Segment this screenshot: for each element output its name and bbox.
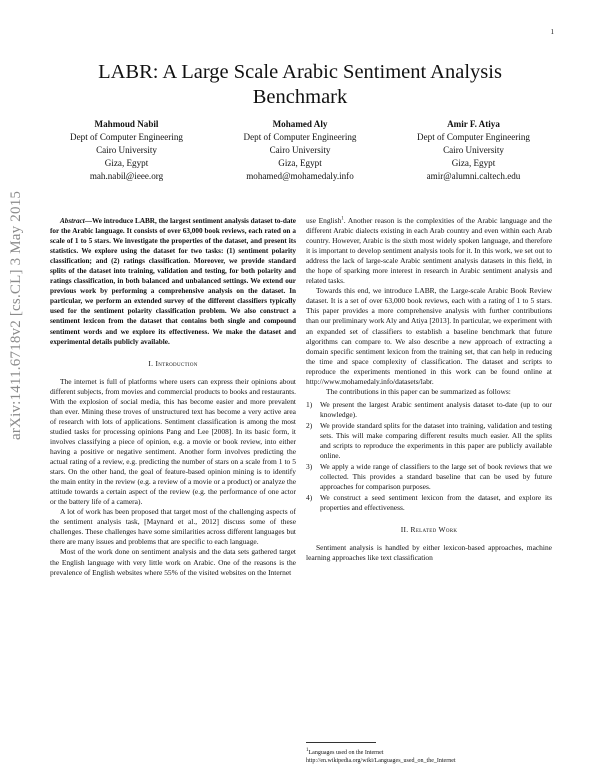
author-dept: Dept of Computer Engineering [417, 132, 530, 142]
intro-paragraph-continued [306, 216, 552, 286]
author-univ: Cairo University [96, 145, 157, 155]
author-univ: Cairo University [443, 145, 504, 155]
author-name: Amir F. Atiya [447, 119, 500, 129]
list-item [306, 421, 552, 461]
list-number: 2) [306, 420, 313, 430]
list-text: We apply a wide range of classifiers to the large set of book reviews that we collected. This provides a standard baseline that can be used by future approaches for comparison purposes. [320, 462, 552, 492]
list-number: 1) [306, 399, 313, 409]
continued-text: use English [306, 216, 342, 225]
list-item [306, 400, 552, 420]
author-email: mah.nabil@ieee.org [89, 171, 164, 181]
author-2 [214, 118, 387, 183]
author-dept: Dept of Computer Engineering [70, 132, 183, 142]
abstract [50, 216, 296, 347]
intro-paragraph-3: Most of the work done on sentiment analysis and the data sets gathered target the English language with very little work on Arabic. One of the reasons is the prevalence of English websites where 55% of the visited websites on the Internet [50, 547, 296, 577]
footnote-text: Languages used on the Internet [308, 750, 384, 756]
page-number: 1 [550, 28, 554, 36]
contributions-intro: The contributions in this paper can be summarized as follows: [326, 386, 511, 396]
author-email: mohamed@mohamedaly.info [246, 171, 354, 181]
footnote-line-1 [306, 749, 552, 757]
author-univ: Cairo University [269, 145, 331, 155]
abstract-text: —We introduce LABR, the largest sentiment analysis dataset to-date for the Arabic language. It consists of over 63,000 book reviews, each rated on a scale of 1 to 5 stars. We investigate the properties of the dataset, and present its statistics. We explore using the dataset for two tasks: (1) sentiment polarity classification; and (2) ratings classification. Moreover, we provide standard splits of the dataset into training, validation and testing, for both polarity and ratings classification, in both balanced and unbalanced settings. We extend our previous work by performing a comprehensive analysis on the dataset. In particular, we perform an extended survey of the different classifiers typically used for the sentiment polarity classification problem. We also construct a sentiment lexicon from the dataset that contains both single and compound sentiment words and we explore its effectiveness. We make the dataset and experimental details publicly available. [50, 217, 296, 346]
list-number: 3) [306, 462, 313, 472]
abstract-lead: Abstract [60, 217, 85, 225]
paper-title: LABR: A Large Scale Arabic Sentiment Analysis Benchmark [98, 61, 502, 108]
author-location: Giza, Egypt [104, 158, 149, 168]
footnote-number: 1 [306, 748, 309, 753]
author-block [40, 118, 560, 183]
related-work-paragraph: Sentiment analysis is handled by either lexicon-based approaches, machine learning approaches like text classification [306, 543, 552, 563]
intro-paragraph-1: The internet is full of platforms where users can express their opinions about different subjects, from movies and commercial products to books and restaurants. With the explosion of social media, this has become easier and more prevalent than ever. Mining these troves of unstructured text has become a very active area of research with lots of applications. Sentiment classification is among the most studied tasks for processing opinions Pang and Lee [2008]. In its basic form, it involves classifying a piece of opinion, e.g. a movie or book review, into either having a positive or negative sentiment. Another form involves predicting the actual rating of a review, e.g. predicting the number of stars on a scale from 1 to 5 stars. On the other hand, the goal of feature-based opinion mining is to identify the main entity in the review (e.g. a review of a movie or a product) or analyze the attitude towards a certain aspect of the review (e.g. the performance of one actor or the battery life of a camera). [50, 376, 296, 507]
footnote [306, 749, 552, 765]
author-location: Giza, Egypt [278, 158, 322, 168]
author-name: Mohamed Aly [272, 119, 328, 129]
list-text: We present the largest Arabic sentiment analysis dataset to-date (up to our knowledge). [320, 399, 552, 419]
list-item [306, 493, 552, 513]
author-1 [40, 118, 213, 183]
contributions-list [306, 400, 552, 514]
arxiv-stamp: arXiv:1411.6718v2 [cs.CL] 3 May 2015 [8, 190, 24, 440]
list-text: We provide standard splits for the dataset into training, validation and testing sets. This will make comparing different results much easier. All the splits and scripts to reproduce the experiments in this paper are publicly available online. [320, 420, 552, 461]
right-column [306, 216, 552, 564]
list-item [306, 462, 552, 492]
footnote-divider [306, 742, 376, 743]
list-text: We construct a seed sentiment lexicon from the dataset, and explore its properties and effectiveness. [320, 493, 552, 513]
author-email: amir@alumni.caltech.edu [426, 171, 521, 181]
section-heading-introduction: I. Introduction [148, 358, 198, 368]
section-heading-related-work: II. Related Work [400, 525, 458, 535]
author-dept: Dept of Computer Engineering [243, 132, 357, 142]
footnote-line-2: http://en.wikipedia.org/wiki/Languages_used_on_the_Internet [306, 758, 456, 764]
footnote-mark: 1 [341, 216, 344, 222]
list-number: 4) [306, 493, 313, 503]
continued-text-rest: . Another reason is the complexities of the Arabic language and the different Arabic dialects existing in each Arab country and even within each Arab country. However, Arabic is the sixth most widely spoken language, and therefore it is important to develop sentiment analysis tools for it. In this work, we set out to address the lack of large-scale Arabic sentiment analysis datasets in this field, in the hope of sparking more interest in research in Arabic sentiment analysis and related tasks. [306, 216, 552, 286]
author-location: Giza, Egypt [451, 158, 496, 168]
left-column [50, 216, 296, 578]
intro-paragraph-2: A lot of work has been proposed that target most of the challenging aspects of the sentiment analysis task, [Maynard et al., 2012] discuss some of these challenges. These challenges have some similarities across different languages but there are many issues and problems that are specific to each language. [50, 507, 296, 547]
labr-paragraph: Towards this end, we introduce LABR, the Large-scale Arabic Book Review dataset. It is a set of over 63,000 book reviews, each with a rating of 1 to 5 stars. This paper provides a more comprehensive analysis with further contributions than our preliminary work Aly and Atiya [2013]. In particular, we experiment with an expanded set of classifiers to establish a baseline benchmark that future algorithms can compare to. We also describe a new approach of extracting a domain specific sentiment lexicon from the training set, that can help in reducing the time and space complexity of classification. The dataset and scripts to reproduce the experiments mentioned in this work can be found online at http://www.mohamedaly.info/datasets/labr. [306, 286, 552, 386]
author-name: Mahmoud Nabil [94, 119, 159, 129]
author-3 [387, 118, 560, 183]
